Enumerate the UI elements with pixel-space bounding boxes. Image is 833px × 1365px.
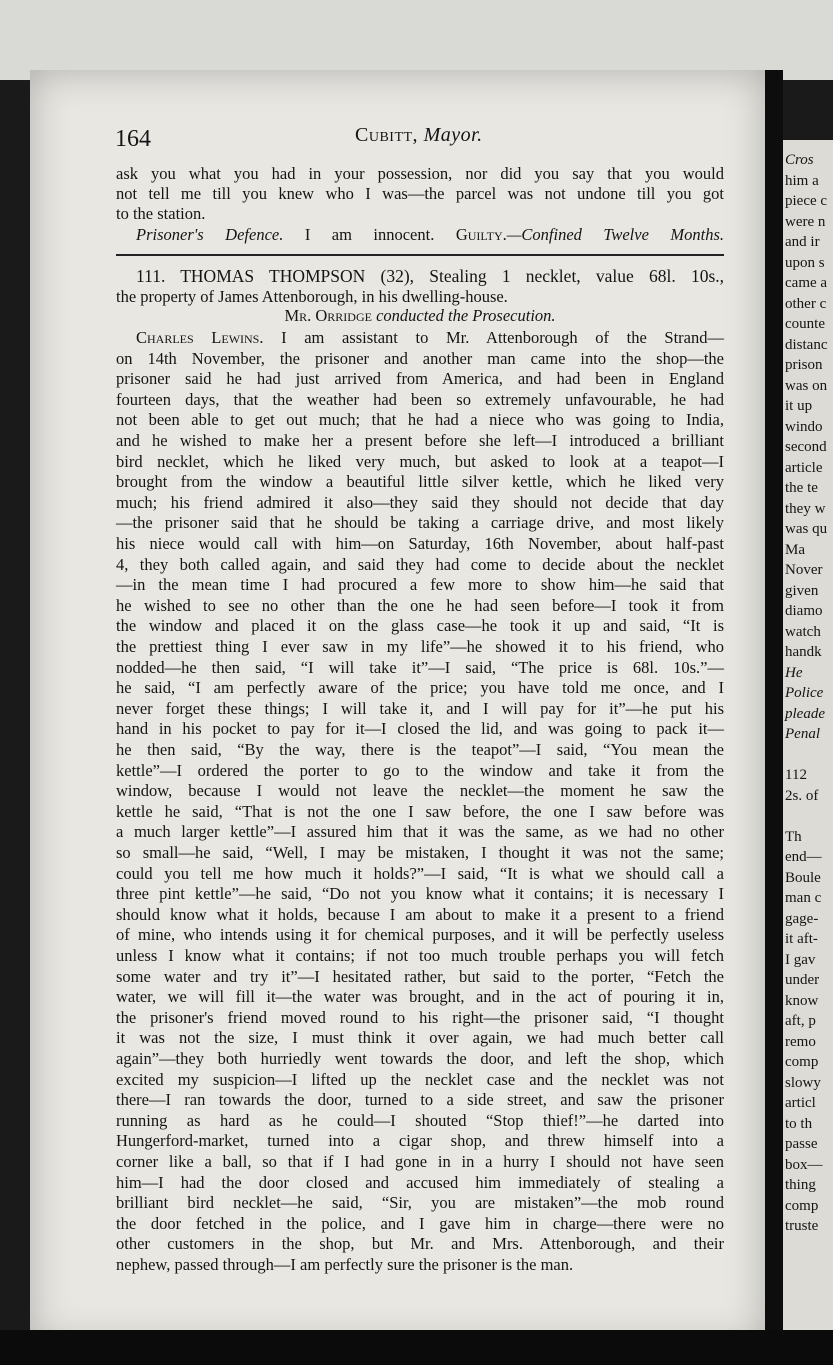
testimony-line: brought from the window a beautiful little silver kettle, which he liked very xyxy=(116,472,724,492)
testimony-line: a much larger kettle”—I assured him that it was the same, as we had no other xyxy=(116,822,724,842)
adjacent-page-fragment: windo xyxy=(785,418,823,435)
adjacent-page-fragment: remo xyxy=(785,1033,816,1050)
adjacent-page-fragment: him a xyxy=(785,172,819,189)
testimony-line: nodded—he then said, “I will take it”—I said, “The price is 68l. 10s.”— xyxy=(116,657,724,677)
adjacent-page-fragment: passe xyxy=(785,1136,818,1152)
testimony-line xyxy=(136,328,724,348)
testimony-line: the prettiest thing I ever saw in my life”—he showed it to his friend, who xyxy=(116,637,724,656)
adjacent-page-fragment: they w xyxy=(785,500,826,517)
defence-text: I am innocent. xyxy=(304,225,435,244)
testimony-line: should know what it holds, because I am about to make it a present to a friend xyxy=(116,904,724,924)
adjacent-page-fragment: He xyxy=(785,664,803,681)
adjacent-page-fragment: Boule xyxy=(785,869,821,886)
adjacent-page-fragment: Cros xyxy=(785,152,814,168)
testimony-line: unless I know what it contains; if not too much trouble perhaps you will fetch xyxy=(116,946,724,965)
running-head-title: Mayor. xyxy=(423,124,483,146)
adjacent-page-fragment: piece c xyxy=(785,193,828,209)
testimony-line: other customers in the shop, but Mr. and Mrs. Attenborough, and their xyxy=(116,1234,724,1254)
adjacent-page-fragment: article xyxy=(785,459,823,476)
adjacent-page-fragment: Nover xyxy=(785,562,823,578)
defence-label: Prisoner's Defence. xyxy=(136,225,284,244)
adjacent-page-fragment: pleade xyxy=(785,705,825,722)
adjacent-page-fragment: under xyxy=(785,972,820,988)
adjacent-page-fragment: second xyxy=(785,439,827,455)
adjacent-page-fragment: and ir xyxy=(785,234,820,250)
case-number: 111. xyxy=(136,266,166,286)
adjacent-page-fragment: truste xyxy=(785,1218,819,1234)
testimony-line: window, because I would not leave the necklet—the moment he saw the xyxy=(116,781,724,801)
adjacent-page-fragment: slowy xyxy=(785,1074,821,1091)
testimony-line: bird necklet, which he liked very much, but asked to look at a teapot—I xyxy=(116,451,724,471)
running-head-name: Cubitt, xyxy=(355,124,419,146)
adjacent-page-fragment: aft, p xyxy=(785,1013,816,1029)
testimony-line: he then said, “By the way, there is the teapot”—I said, “You mean the xyxy=(116,740,724,759)
adjacent-page-fragment: know xyxy=(785,992,819,1009)
testimony-line: nephew, passed through—I am perfectly sure the prisoner is the man. xyxy=(116,1255,574,1274)
case-separator-rule xyxy=(116,254,724,256)
case-title-line xyxy=(136,266,724,286)
adjacent-page-fragment: distanc xyxy=(785,336,828,353)
testimony-line: he wished to see no other than the one he had seen before—I took it from xyxy=(116,595,724,615)
adjacent-page-fragment: 2s. of xyxy=(785,787,819,804)
page-number: 164 xyxy=(115,126,151,152)
scan-top-margin xyxy=(0,0,833,80)
adjacent-page-fragment: were n xyxy=(785,213,826,230)
adjacent-page-fragment: Th xyxy=(785,828,802,845)
testimony-line: three pint kettle”—he said, “Do not you know what it contains; it is necessary I xyxy=(116,884,724,904)
testimony-line: 4, they both called again, and said they had come to decide about the necklet xyxy=(116,554,724,574)
adjacent-page-fragment: articl xyxy=(785,1095,816,1111)
adjacent-page-fragment: counte xyxy=(785,316,825,332)
testimony-line: could you tell me how much it holds?”—I said, “It is what we should call a xyxy=(116,863,724,883)
testimony-line: and he wished to make her a present before she left—I introduced a brilliant xyxy=(116,431,724,450)
adjacent-page-fragment: gage- xyxy=(785,910,819,927)
testimony-line: the door fetched in the police, and I gave him in charge—there were no xyxy=(116,1213,724,1233)
testimony-line: on 14th November, the prisoner and another man came into the shop—the xyxy=(116,348,724,368)
adjacent-page-fragment: thing xyxy=(785,1177,816,1193)
verdict-label: Guilty. xyxy=(455,225,507,244)
verdict-text: —Confined Twelve Months. xyxy=(506,225,724,244)
testimony-line: excited my suspicion—I lifted up the necklet case and the necklet was not xyxy=(116,1069,724,1089)
testimony-line: not been able to get out much; that he had a niece who was going to India, xyxy=(116,410,724,430)
adjacent-page-fragment: comp xyxy=(785,1054,819,1070)
testimony-line: much; his friend admired it also—they said they should not decide that day xyxy=(116,492,724,512)
adjacent-page xyxy=(783,140,833,1365)
adjacent-page-fragment: watch xyxy=(785,623,821,640)
testimony-line: the prisoner's friend moved round to his right—the prisoner said, “I thought xyxy=(116,1007,724,1027)
defence-verdict-line xyxy=(136,225,724,245)
testimony-line: never forget these things; I will take it, and I will pay for it”—he put his xyxy=(116,698,724,718)
adjacent-page-fragment: prison xyxy=(785,357,823,373)
adjacent-page-fragment: given xyxy=(785,582,819,599)
testimony-line: kettle he said, “That is not the one I saw before, the one I saw before was xyxy=(116,801,724,821)
adjacent-page-fragment: to th xyxy=(785,1115,813,1132)
testimony-line: the window and placed it on the glass case—he took it up and said, “It is xyxy=(116,616,724,636)
testimony-line: it was not the size, I must think it over again, we had much better call xyxy=(116,1028,724,1048)
prosecution-line xyxy=(116,306,724,326)
testimony-line: corner like a ball, so that if I had gone in in a hurry I should not have seen xyxy=(116,1152,724,1171)
testimony-line: water, we will fill it—the water was brought, and in the act of pouring it in, xyxy=(116,987,724,1007)
adjacent-page-fragment: other c xyxy=(785,295,827,312)
prosecution-name: Mr. Orridge xyxy=(284,306,372,325)
testimony-line: him—I had the door closed and accused him immediately of stealing a xyxy=(116,1172,724,1192)
testimony-line: he said, “I am perfectly aware of the price; you have told me once, and I xyxy=(116,678,724,698)
testimony-line: kettle”—I ordered the porter to go to the window and take it from the xyxy=(116,760,724,780)
testimony-line: —the prisoner said that he should be taking a carriage drive, and most likely xyxy=(116,513,724,533)
adjacent-page-fragment: was qu xyxy=(785,521,828,537)
adjacent-page-fragment: upon s xyxy=(785,254,825,271)
adjacent-page-fragment: end— xyxy=(785,849,822,865)
case-title: THOMAS THOMPSON (32), Stealing 1 necklet, value 68l. 10s., xyxy=(180,266,725,286)
testimony-line: running as hard as he could—I shouted “Stop thief!”—he darted into xyxy=(116,1110,724,1130)
adjacent-page-fragment: it aft- xyxy=(785,931,818,947)
adjacent-page-fragment: Penal xyxy=(785,726,820,742)
adjacent-page-fragment: comp xyxy=(785,1197,819,1214)
book-gutter xyxy=(765,70,783,1365)
scan-bottom-edge xyxy=(0,1330,833,1365)
testimony-line: prisoner said he had just arrived from America, and had been in England xyxy=(116,369,724,389)
adjacent-page-fragment: it up xyxy=(785,398,813,414)
running-head xyxy=(355,124,483,147)
adjacent-page-fragment: was on xyxy=(785,377,828,394)
testimony-line: some water and try it”—I hesitated rather, but said to the porter, “Fetch the xyxy=(116,966,724,986)
testimony-line: —in the mean time I had procured a few more to show him—he said that xyxy=(116,575,724,595)
testimony-line: again”—they both hurriedly went towards the door, and left the shop, which xyxy=(116,1049,724,1068)
adjacent-page-fragment: 112 xyxy=(785,767,807,783)
adjacent-page-fragment: the te xyxy=(785,480,818,496)
adjacent-page-fragment: came a xyxy=(785,275,828,291)
adjacent-page-fragment: man c xyxy=(785,890,822,906)
adjacent-page-fragment: Ma xyxy=(785,541,805,558)
prosecution-text: conducted the Prosecution. xyxy=(376,306,556,325)
testimony-line: fourteen days, that the weather had been so extremely unfavourable, he had xyxy=(116,389,724,409)
testimony-line: hand in his pocket to pay for it—I closed the lid, and was going to pack it— xyxy=(116,719,724,739)
prev-case-line: ask you what you had in your possession, nor did you say that you would xyxy=(116,164,724,183)
testimony-line: his niece would call with him—on Saturday, 16th November, about half-past xyxy=(116,534,724,553)
testimony-line: there—I ran towards the door, turned to a side street, and saw the prisoner xyxy=(116,1090,724,1110)
adjacent-page-fragment: box— xyxy=(785,1156,823,1173)
testimony-line: of mine, who intends using it for chemical purposes, and it will be perfectly useless xyxy=(116,925,724,945)
case-title-line-2: the property of James Attenborough, in his dwelling-house. xyxy=(116,287,508,306)
testimony-line: so small—he said, “Well, I may be mistaken, I thought it was not the same; xyxy=(116,843,724,862)
testimony-text: I am assistant to Mr. Attenborough of the Strand— xyxy=(281,328,725,347)
adjacent-page-fragment: handk xyxy=(785,644,822,660)
prev-case-line: to the station. xyxy=(116,204,206,223)
testimony-line: brilliant bird necklet—he said, “Sir, you are mistaken”—the mob round xyxy=(116,1193,724,1213)
prev-case-line: not tell me till you knew who I was—the parcel was not undone till you got xyxy=(116,184,724,203)
adjacent-page-fragment: Police xyxy=(785,685,824,701)
adjacent-page-fragment: diamo xyxy=(785,603,823,619)
testimony-line: Hungerford-market, turned into a cigar shop, and threw himself into a xyxy=(116,1131,724,1151)
witness-name: Charles Lewins. xyxy=(136,328,264,347)
adjacent-page-fragment: I gav xyxy=(785,951,816,968)
